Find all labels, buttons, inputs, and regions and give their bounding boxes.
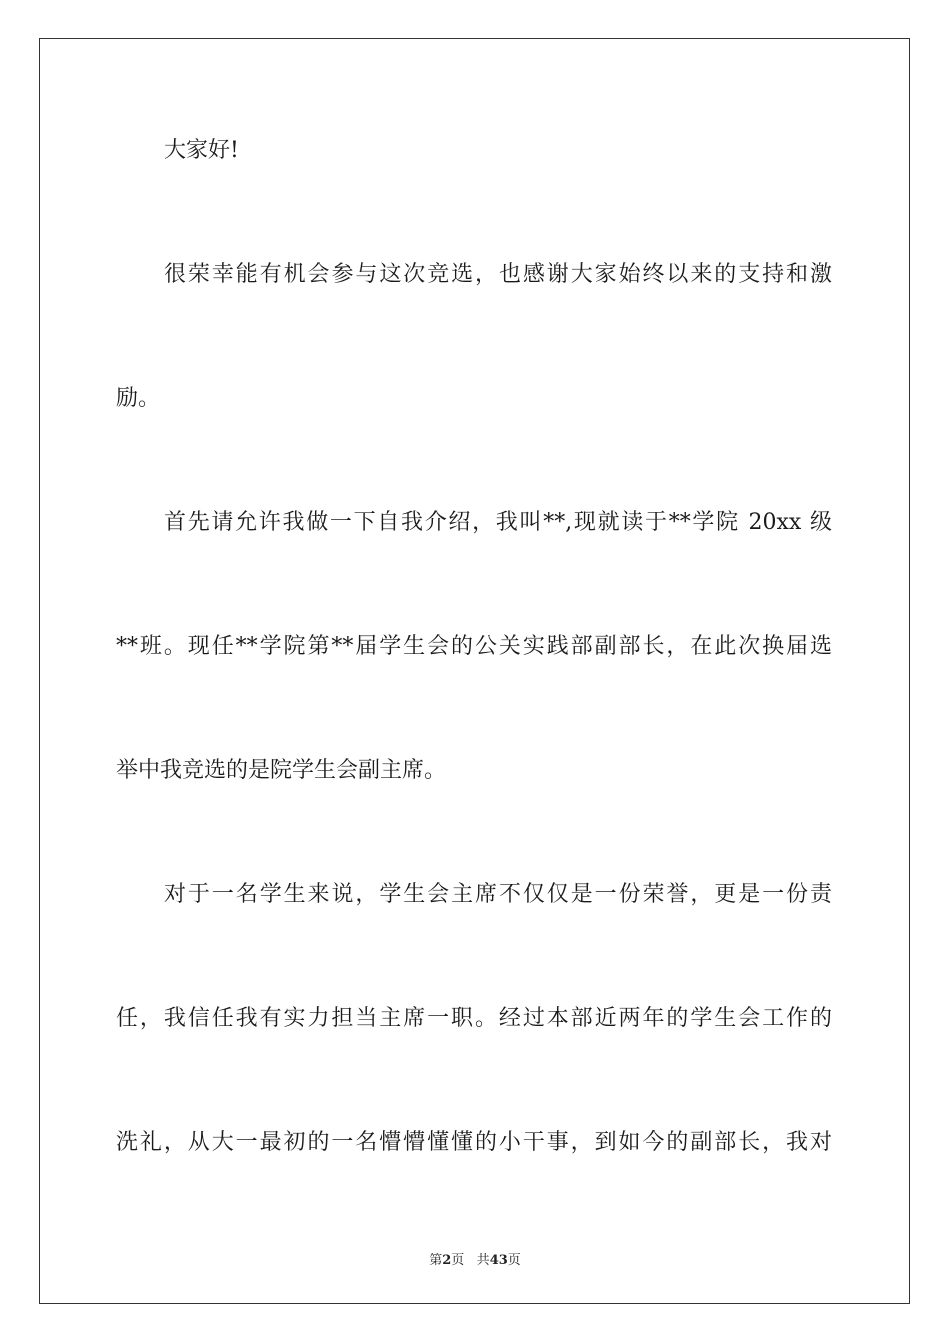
page-number: 2 bbox=[442, 1253, 452, 1268]
page-frame bbox=[39, 38, 910, 1304]
total-suffix: 页 bbox=[507, 1253, 521, 1268]
paragraph-line-9: 洗礼，从大一最初的一名懵懵懂懂的小干事，到如今的副部长，我对 bbox=[116, 1130, 832, 1155]
paragraph-line-5: **班。现任**学院第**届学生会的公关实践部副部长，在此次换届选 bbox=[116, 634, 832, 659]
paragraph-line-8: 任，我信任我有实力担当主席一职。经过本部近两年的学生会工作的 bbox=[116, 1006, 832, 1031]
paragraph-line-1: 大家好! bbox=[164, 138, 239, 163]
paragraph-line-7: 对于一名学生来说，学生会主席不仅仅是一份荣誉，更是一份责 bbox=[164, 882, 832, 907]
paragraph-line-3: 励。 bbox=[116, 386, 161, 411]
page-footer bbox=[0, 1249, 950, 1268]
page-prefix: 第 bbox=[429, 1253, 443, 1268]
paragraph-line-4: 首先请允许我做一下自我介绍，我叫**,现就读于**学院 20xx 级 bbox=[164, 510, 832, 535]
total-prefix: 共 bbox=[476, 1253, 490, 1268]
page-suffix: 页 bbox=[451, 1253, 465, 1268]
total-pages: 43 bbox=[489, 1253, 508, 1268]
paragraph-line-2: 很荣幸能有机会参与这次竞选，也感谢大家始终以来的支持和激 bbox=[164, 262, 832, 287]
paragraph-line-6: 举中我竞选的是院学生会副主席。 bbox=[116, 758, 447, 783]
